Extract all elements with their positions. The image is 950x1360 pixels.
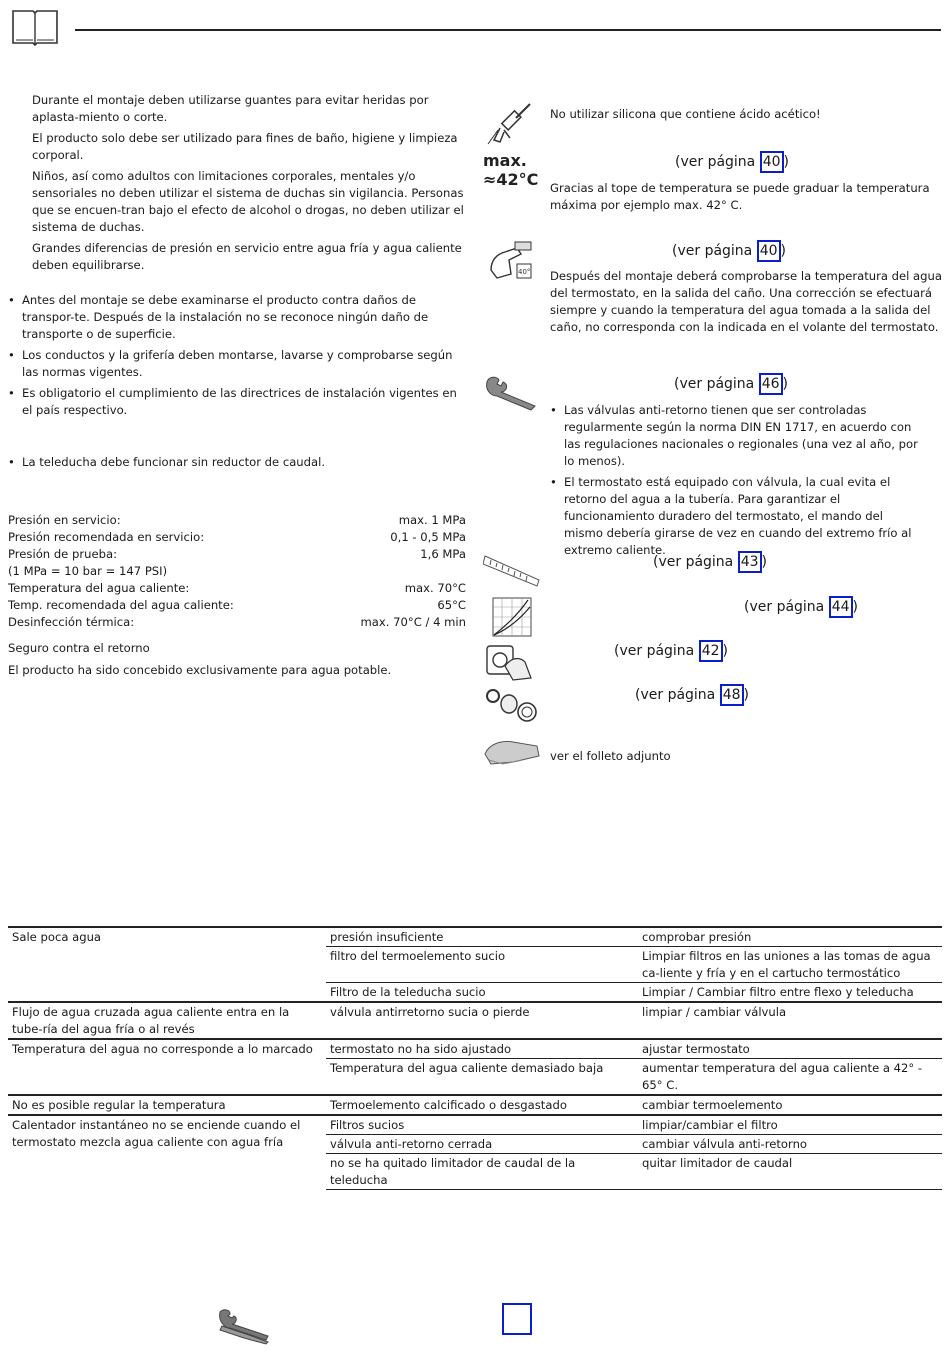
ref-suffix: )	[782, 376, 789, 392]
spec-label: Presión de prueba:	[8, 547, 117, 561]
table-row	[8, 1002, 942, 1039]
install-bullet: • Antes del montaje se debe examinarse el producto contra daños de transpor-te. Después de la instalación no se reconoce ningún daño de transporte o de superficie.	[8, 292, 470, 343]
maintenance-bullet: • El termostato está equipado con válvula, la cual evita el retorno del agua a la tubería. Para garantizar el funcionamiento duradero del termostato, el mando del mismo debería girarse de vez en cuando del extremo frío al extremo caliente.	[550, 474, 920, 559]
pressure-note: Grandes diferencias de presión en servicio entre agua fría y agua caliente deben equilibrarse.	[32, 241, 462, 272]
spec-row	[8, 614, 466, 631]
spec-value: 0,1 - 0,5 MPa	[390, 530, 466, 544]
hand-dial-icon	[485, 640, 535, 682]
potable-note: El producto ha sido concebido exclusivamente para agua potable.	[8, 663, 392, 677]
page-ref	[744, 596, 858, 618]
cause-cell: filtro del termoelemento sucio	[326, 947, 638, 983]
cause-cell: presión insuficiente	[326, 927, 638, 947]
thermometer-hand-icon	[487, 240, 535, 282]
install-section	[8, 292, 470, 419]
ref-prefix: (ver página	[744, 599, 829, 615]
spec-label: Presión recomendada en servicio:	[8, 530, 205, 544]
table-row	[8, 1039, 942, 1059]
page-ref	[672, 240, 786, 262]
spec-value: max. 70°C / 4 min	[360, 615, 466, 629]
maintenance-section	[550, 402, 920, 559]
spec-value: max. 70°C	[404, 581, 466, 595]
backflow-label: Seguro contra el retorno	[8, 641, 150, 655]
page-link[interactable]: 44	[829, 596, 853, 618]
intro-section	[32, 92, 470, 274]
spec-label: Temp. recomendada del agua caliente:	[8, 598, 234, 612]
spec-label: Desinfección térmica:	[8, 615, 135, 629]
ref-prefix: (ver página	[672, 243, 757, 259]
problem-cell: Temperatura del agua no corresponde a lo marcado	[8, 1039, 326, 1095]
temp-label: ≈42°C	[483, 170, 539, 189]
ref-prefix: (ver página	[675, 154, 760, 170]
wrench-icon	[483, 374, 541, 412]
remedy-cell: ajustar termostato	[638, 1039, 942, 1059]
cause-cell: Termoelemento calcificado o desgastado	[326, 1095, 638, 1115]
spec-row	[8, 529, 466, 546]
spec-label: Temperatura del agua caliente:	[8, 581, 190, 595]
cause-cell: Filtros sucios	[326, 1115, 638, 1135]
table-row	[8, 927, 942, 947]
usage-note: El producto solo debe ser utilizado para fines de baño, higiene y limpieza corporal.	[32, 131, 458, 162]
spec-value: 1,6 MPa	[420, 547, 466, 561]
ref-prefix: (ver página	[674, 376, 759, 392]
page-ref	[653, 551, 767, 573]
ref-suffix: )	[722, 643, 729, 659]
ref-suffix: )	[852, 599, 859, 615]
table-row	[8, 1115, 942, 1135]
remedy-cell: quitar limitador de caudal	[638, 1154, 942, 1190]
cause-cell: válvula anti-retorno cerrada	[326, 1135, 638, 1154]
supervision-note: Niños, así como adultos con limitaciones corporales, mentales y/o sensoriales no deben utilizar el sistema de duchas sin vigilancia. Personas que se encuen-tran bajo el efecto de alcohol o drogas, no deben utilizar el sistema de duchas.	[32, 169, 464, 234]
silicone-gun-icon	[486, 100, 536, 148]
page-ref	[674, 373, 788, 395]
table-row	[8, 1095, 942, 1115]
ref-suffix: )	[783, 154, 790, 170]
spec-row	[8, 597, 466, 614]
cause-cell: Filtro de la teleducha sucio	[326, 983, 638, 1003]
troubleshooting-table	[8, 926, 942, 1190]
flow-note: • La teleducha debe funcionar sin reductor de caudal.	[8, 454, 484, 471]
silicone-warning: No utilizar silicona que contiene ácido acético!	[550, 107, 821, 121]
page-link[interactable]: 48	[720, 684, 744, 706]
remedy-cell: cambiar termoelemento	[638, 1095, 942, 1115]
cause-cell: termostato no ha sido ajustado	[326, 1039, 638, 1059]
cause-cell: válvula antirretorno sucia o pierde	[326, 1002, 638, 1039]
ruler-icon	[483, 552, 541, 590]
page-link[interactable]: 40	[757, 240, 781, 262]
page-ref	[635, 684, 749, 706]
remedy-cell: aumentar temperatura del agua caliente a 42° - 65° C.	[638, 1059, 942, 1096]
tools-icon	[214, 1306, 276, 1348]
spec-row	[8, 512, 466, 529]
remedy-cell: limpiar/cambiar el filtro	[638, 1115, 942, 1135]
remedy-cell: cambiar válvula anti-retorno	[638, 1135, 942, 1154]
install-bullet: • Los conductos y la grifería deben montarse, lavarse y comprobarse según las normas vigentes.	[8, 347, 470, 381]
ref-prefix: (ver página	[614, 643, 699, 659]
temp-stop-text: Gracias al tope de temperatura se puede graduar la temperatura máxima por ejemplo max. 42° C.	[550, 181, 930, 212]
page-link[interactable]: 43	[738, 551, 762, 573]
spec-row	[8, 563, 466, 580]
ref-suffix: )	[780, 243, 787, 259]
ref-suffix: )	[743, 687, 750, 703]
thermometer-label: 40°	[518, 268, 531, 276]
problem-cell: Sale poca agua	[8, 927, 326, 1002]
problem-cell: Calentador instantáneo no se enciende cuando el termostato mezcla agua caliente con agua fría	[8, 1115, 326, 1190]
maintenance-bullet: • Las válvulas anti-retorno tienen que ser controladas regularmente según la norma DIN EN 1717, en acuerdo con las regulaciones nacionales o regionales (una vez al año, por lo menos).	[550, 402, 920, 470]
spec-row	[8, 546, 466, 563]
page-number-box	[502, 1303, 532, 1335]
cause-cell: no se ha quitado limitador de caudal de la teleducha	[326, 1154, 638, 1190]
page-link[interactable]: 46	[759, 373, 783, 395]
max-temp-icon	[483, 152, 538, 190]
adjust-text: Después del montaje deberá comprobarse la temperatura del agua del termostato, en la salida del caño. Una corrección se efectuará siempre y cuando la temperatura del agua tomada a la salida del caño, no corresponda con la indicada en el volante del termostato.	[550, 269, 942, 334]
remedy-cell: limpiar / cambiar válvula	[638, 1002, 942, 1039]
spec-label: Presión en servicio:	[8, 513, 121, 527]
flow-diagram-icon	[492, 597, 532, 637]
gloves-note: Durante el montaje deben utilizarse guantes para evitar heridas por aplasta-miento o corte.	[32, 93, 429, 124]
remedy-cell: comprobar presión	[638, 927, 942, 947]
specs-table	[8, 512, 466, 631]
page-link[interactable]: 40	[760, 151, 784, 173]
max-label: max.	[483, 151, 527, 170]
parts-icon	[485, 684, 541, 724]
cleaning-hand-icon	[483, 734, 541, 768]
page-link[interactable]: 42	[699, 640, 723, 662]
remedy-cell: Limpiar / Cambiar filtro entre flexo y teleducha	[638, 983, 942, 1003]
problem-cell: Flujo de agua cruzada agua caliente entra en la tube-ría del agua fría o al revés	[8, 1002, 326, 1039]
ref-prefix: (ver página	[635, 687, 720, 703]
spec-label: (1 MPa = 10 bar = 147 PSI)	[8, 564, 168, 578]
spec-row	[8, 580, 466, 597]
remedy-cell: Limpiar filtros en las uniones a las tomas de agua ca-liente y fría y en el cartucho termostático	[638, 947, 942, 983]
ref-prefix: (ver página	[653, 554, 738, 570]
header-rule	[75, 29, 941, 31]
cause-cell: Temperatura del agua caliente demasiado baja	[326, 1059, 638, 1096]
page-ref	[675, 151, 789, 173]
page-ref	[614, 640, 728, 662]
spec-value: max. 1 MPa	[398, 513, 466, 527]
book-icon	[11, 7, 59, 47]
leaflet-note: ver el folleto adjunto	[550, 749, 671, 763]
spec-value: 65°C	[437, 598, 466, 612]
ref-suffix: )	[761, 554, 768, 570]
problem-cell: No es posible regular la temperatura	[8, 1095, 326, 1115]
install-bullet: • Es obligatorio el cumplimiento de las directrices de instalación vigentes en el país respectivo.	[8, 385, 470, 419]
